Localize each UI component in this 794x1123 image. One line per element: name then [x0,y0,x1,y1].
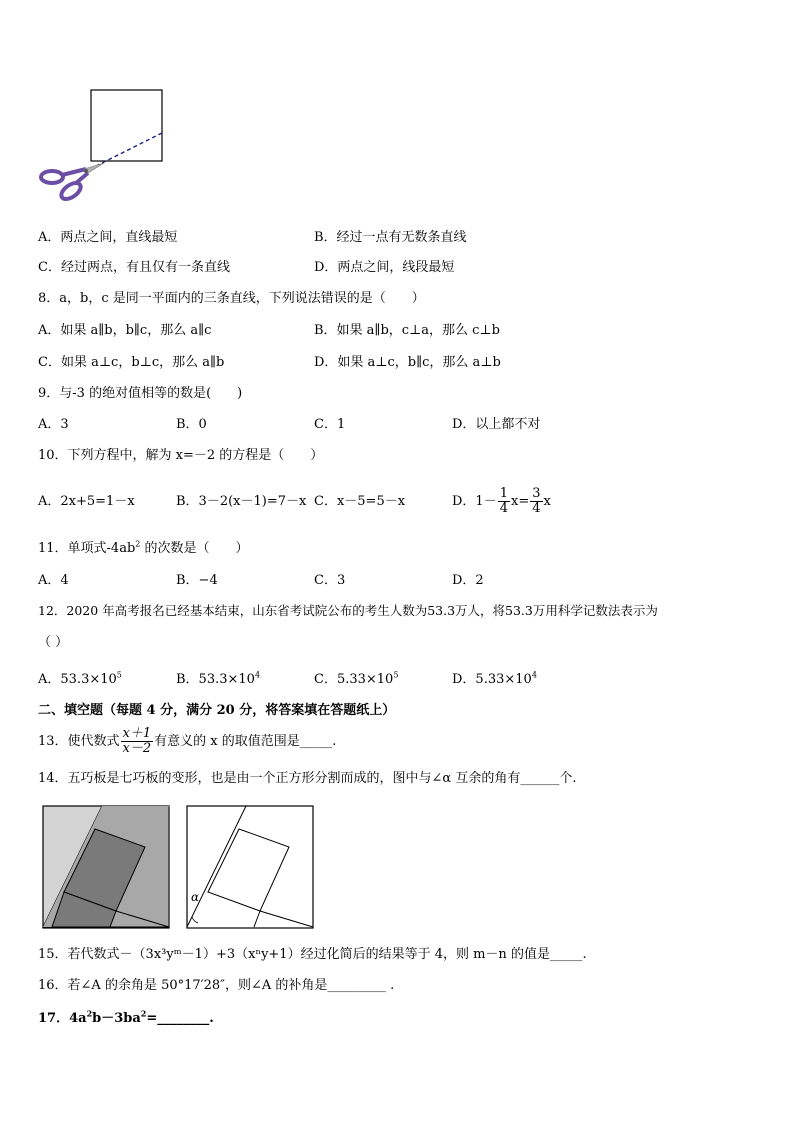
q10-option-b: B．3－2(x－1)=7－x [176,494,307,509]
q7-option-a: A．两点之间，直线最短 [38,230,178,245]
pentomino-outline-figure [186,805,314,929]
q13-fraction: $\frac{x+1}{x-2}$ [122,726,152,756]
q11-stem: 11．单项式$-4ab^2$ 的次数是（ ） [38,539,249,556]
q10-d-prefix: D．1－ [452,494,497,509]
q12-stem-line1: 12．2020 年高考报名已经基本结束，山东省考试院公布的考生人数为53.3万人，将53.3万用科学记数法表示为 [38,603,658,618]
q10-d-fraction-2: $\frac{3}{4}$ [532,486,541,516]
q11-option-c: C．3 [314,573,346,588]
pentomino-filled-figure [42,805,170,929]
square-paper [91,90,162,161]
q12-option-d: D．$5.33\times 10^4$ [452,670,537,687]
q9-option-a: A．3 [38,417,69,432]
q10-d-mid: x= [510,494,530,509]
q11-option-b: B．−4 [176,573,218,588]
q8-option-b: B．如果 a∥b，c⊥a，那么 c⊥b [314,323,500,338]
q12-stem-line2: （ ） [38,635,69,650]
alpha-label: α [191,890,200,904]
q8-option-c: C．如果 a⊥c，b⊥c，那么 a∥b [38,355,225,370]
q17-text: 17．$4a^2b-3ba^2=\_\_\_\_\_\_\_\_$. [38,1008,214,1026]
q10-option-c: C．x－5=5－x [314,494,406,509]
q9-option-c: C．1 [314,417,346,432]
q10-option-a: A．2x+5=1－x [38,494,135,509]
q11-option-d: D．2 [452,573,484,588]
q9-option-b: B．0 [176,417,207,432]
q8-option-a: A．如果 a∥b，b∥c，那么 a∥c [38,323,212,338]
q8-option-d: D．如果 a⊥c，b∥c，那么 a⊥b [314,355,501,370]
q12-option-b: B．$53.3\times 10^4$ [176,670,261,687]
q7-option-b: B．经过一点有无数条直线 [314,230,467,245]
scissors-cut-figure [38,85,178,210]
section-2-heading: 二、填空题（每题 4 分，满分 20 分，将答案填在答题纸上） [38,703,396,718]
q10-d-fraction-1: $\frac{1}{4}$ [499,486,508,516]
q7-option-d: D．两点之间，线段最短 [314,260,455,275]
q13-text: 13．使代数式 $\frac{x+1}{x-2}$ 有意义的 x 的取值范围是_____. [38,726,337,756]
q15-text: 15．若代数式－（3x³yᵐ－1）+3（xⁿy+1）经过化简后的结果等于 4，则 m－n 的值是_____. [38,947,587,962]
q10-stem: 10．下列方程中，解为 x=－2 的方程是（ ） [38,448,324,463]
q7-option-c: C．经过两点，有且仅有一条直线 [38,260,230,275]
q10-option-d [452,482,551,522]
q12-option-a: A．$53.3\times 10^5$ [38,670,122,687]
q10-d-suffix: x [543,494,551,509]
q14-text: 14．五巧板是七巧板的变形，也是由一个正方形分割而成的，图中与∠α 互余的角有______个. [38,771,577,786]
q9-option-d: D．以上都不对 [452,417,541,432]
scissors-icon [41,163,104,202]
q12-option-c: C．$5.33\times 10^5$ [314,670,399,687]
q9-stem: 9．与-3 的绝对值相等的数是( ) [38,386,243,401]
q16-text: 16．若∠A 的余角是 50°17′28″，则∠A 的补角是_________ . [38,978,395,993]
q8-stem: 8．a，b，c 是同一平面内的三条直线，下列说法错误的是（ ） [38,291,425,306]
q11-option-a: A．4 [38,573,69,588]
